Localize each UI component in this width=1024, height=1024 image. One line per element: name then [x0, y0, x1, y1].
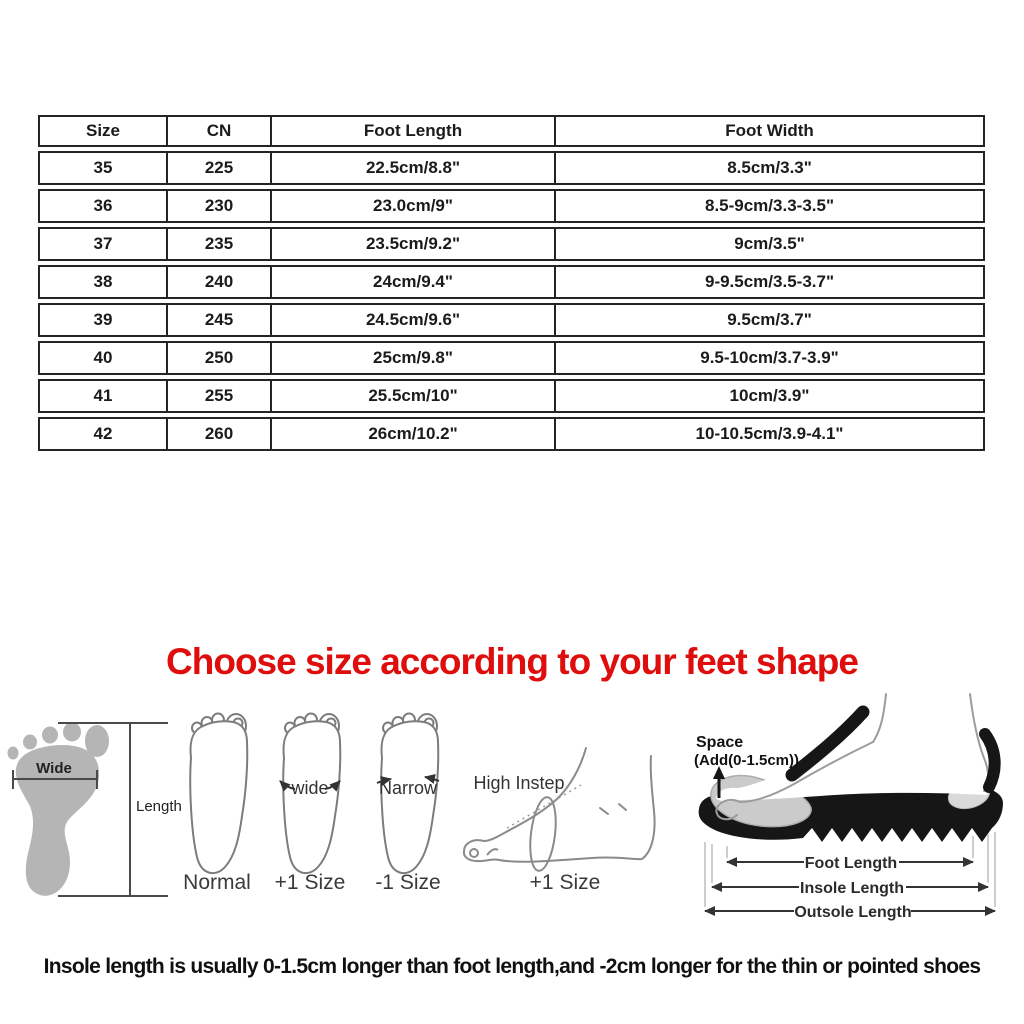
cell-foot-length: 24cm/9.4": [272, 265, 556, 299]
foot-outline-narrow: [375, 714, 440, 895]
cell-foot-width: 9.5cm/3.7": [556, 303, 985, 337]
table-row: [38, 151, 985, 185]
cell-cn: 245: [168, 303, 272, 337]
cell-foot-width: 8.5cm/3.3": [556, 151, 985, 185]
cell-cn: 225: [168, 151, 272, 185]
cell-foot-width: 9-9.5cm/3.5-3.7": [556, 265, 985, 299]
cell-size: 37: [38, 227, 168, 261]
cell-cn: 250: [168, 341, 272, 375]
col-header-foot-width: Foot Width: [556, 115, 985, 147]
cell-foot-width: 10-10.5cm/3.9-4.1": [556, 417, 985, 451]
cell-size: 35: [38, 151, 168, 185]
cell-size: 38: [38, 265, 168, 299]
col-header-cn: CN: [168, 115, 272, 147]
insole-length-label: Insole Length: [800, 880, 904, 897]
high-instep-label: High Instep: [473, 773, 565, 793]
narrow-foot-label: Narrow: [378, 778, 438, 798]
foot-outline-normal: [183, 714, 251, 895]
foot-outline-wide: [275, 714, 346, 895]
cell-size: 40: [38, 341, 168, 375]
foot-length-label: Foot Length: [804, 855, 898, 872]
feet-shape-diagram: [0, 692, 1024, 937]
cell-foot-width: 8.5-9cm/3.3-3.5": [556, 189, 985, 223]
cell-foot-width: 9cm/3.5": [556, 227, 985, 261]
instep-plus-one-size-label: +1 Size: [529, 871, 601, 894]
size-table-header-row: [38, 115, 985, 147]
size-table: [38, 111, 985, 455]
cell-foot-length: 25.5cm/10": [272, 379, 556, 413]
cell-foot-length: 26cm/10.2": [272, 417, 556, 451]
cell-cn: 255: [168, 379, 272, 413]
table-row: [38, 265, 985, 299]
cell-cn: 230: [168, 189, 272, 223]
cell-foot-length: 22.5cm/8.8": [272, 151, 556, 185]
table-row: [38, 379, 985, 413]
high-instep-sketch: [464, 748, 655, 894]
heel-counter-shape: [985, 734, 995, 787]
foot-in-shoe-fill: [716, 694, 990, 801]
cell-cn: 235: [168, 227, 272, 261]
cell-size: 41: [38, 379, 168, 413]
footprint-graphic: [8, 723, 182, 897]
cell-size: 42: [38, 417, 168, 451]
wide-label: Wide: [36, 760, 72, 777]
cell-cn: 260: [168, 417, 272, 451]
cell-foot-width: 9.5-10cm/3.7-3.9": [556, 341, 985, 375]
outsole-length-label: Outsole Length: [794, 904, 912, 921]
cell-foot-length: 25cm/9.8": [272, 341, 556, 375]
col-header-foot-length: Foot Length: [272, 115, 556, 147]
table-row: [38, 417, 985, 451]
minus-one-size-label: -1 Size: [375, 871, 441, 894]
cell-size: 36: [38, 189, 168, 223]
table-row: [38, 303, 985, 337]
wide-foot-label: wide: [291, 778, 329, 798]
table-row: [38, 189, 985, 223]
cell-cn: 240: [168, 265, 272, 299]
space-label: Space: [696, 734, 744, 751]
length-label: Length: [136, 798, 182, 815]
normal-label: Normal: [183, 871, 251, 894]
cell-foot-length: 23.0cm/9": [272, 189, 556, 223]
shoe-cross-section: [694, 694, 1003, 921]
footnote-text: Insole length is usually 0-1.5cm longer than foot length,and -2cm longer for the thin or pointed shoes: [43, 955, 981, 978]
cell-size: 39: [38, 303, 168, 337]
cell-foot-length: 23.5cm/9.2": [272, 227, 556, 261]
section-heading: Choose size according to your feet shape: [166, 641, 858, 682]
plus-one-size-label: +1 Size: [274, 871, 346, 894]
col-header-size: Size: [38, 115, 168, 147]
table-row: [38, 227, 985, 261]
table-row: [38, 341, 985, 375]
cell-foot-length: 24.5cm/9.6": [272, 303, 556, 337]
space-note: (Add(0-1.5cm)): [694, 752, 800, 769]
cell-foot-width: 10cm/3.9": [556, 379, 985, 413]
